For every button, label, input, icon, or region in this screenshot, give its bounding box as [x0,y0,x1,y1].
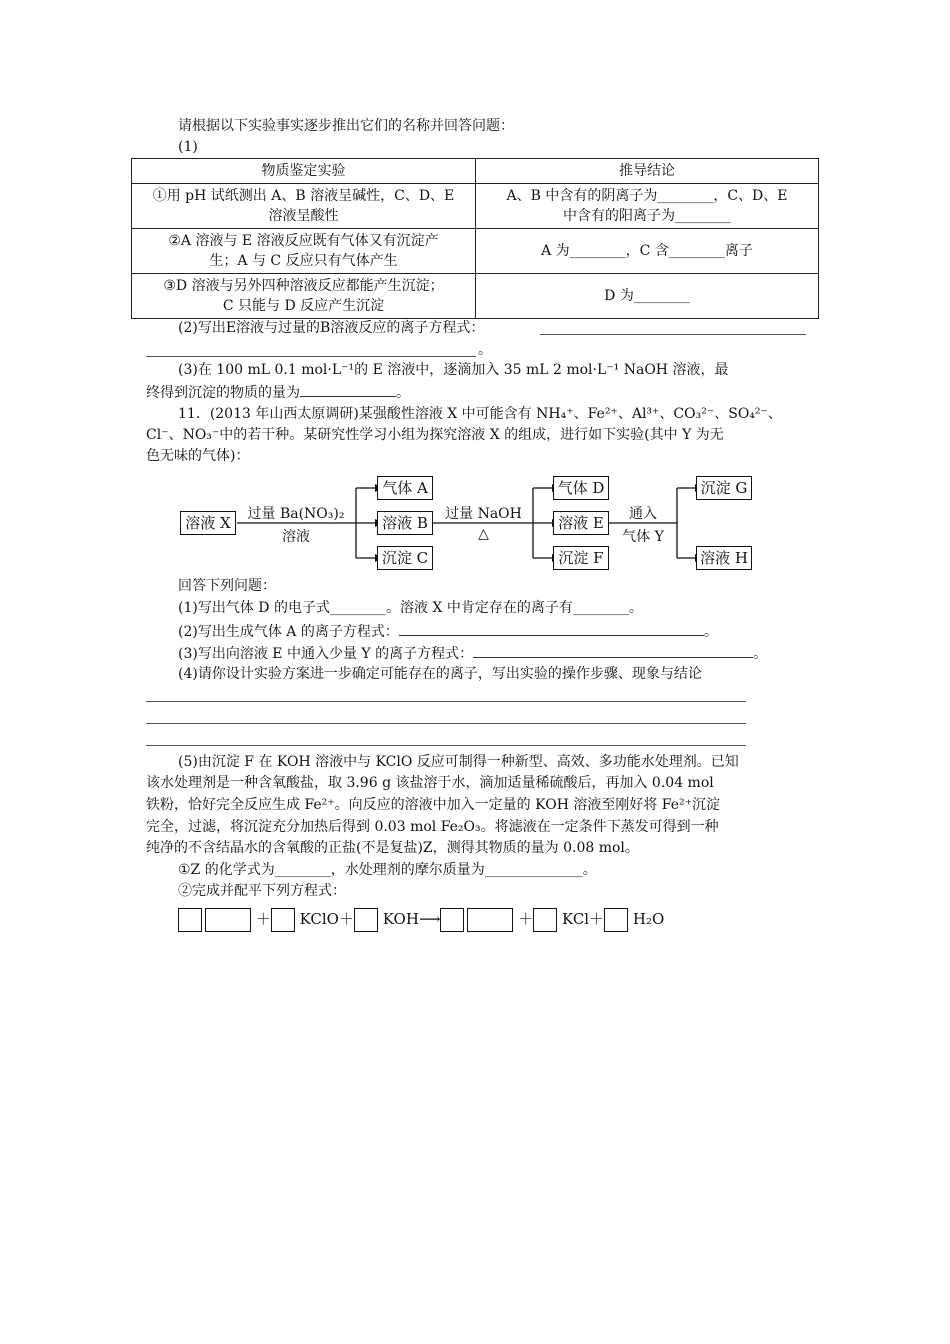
a3-end: 。 [753,646,768,662]
formula-kcl: KCl [562,910,590,928]
answer-5-q1: ①Z 的化学式为________，水处理剂的摩尔质量为______________。 [178,862,597,878]
problem-11-line2: Cl⁻、NO₃⁻中的若干种。某研究性学习小组为探究溶液 X 的组成，进行如下实验(其中 Y 为无 [146,427,724,443]
coefficient-box[interactable] [604,908,628,932]
reagent-1-sub: 溶液 [282,529,310,545]
box-solution-b: 溶液 B [377,511,433,535]
cell-line: 溶液呈酸性 [268,208,339,224]
part1-label: (1) [178,139,198,155]
coefficient-box[interactable] [271,908,295,932]
box-precip-c: 沉淀 C [377,546,433,570]
coefficient-box[interactable] [354,908,378,932]
answer-line [146,745,746,746]
formula-box[interactable] [467,908,513,932]
q3-end: 。 [396,385,410,401]
intro-text: 请根据以下实验事实逐步推出它们的名称并回答问题： [178,118,514,134]
box-solution-x: 溶液 X [180,511,236,535]
box-gas-d: 气体 D [553,476,609,500]
plus-sign: ＋ [338,910,354,928]
reagent-3-label: 通入 [629,506,657,522]
answer-2 [178,620,718,642]
answer-1: (1)写出气体 D 的电子式________。溶液 X 中肯定存在的离子有________。 [178,600,643,616]
cell-line: A 为________，C 含________离子 [541,243,753,259]
answer-blank [399,620,704,636]
problem-11-line1: 11．(2013 年山西太原调研)某强酸性溶液 X 中可能含有 NH₄⁺、Fe²⁺、Al³⁺、CO₃²⁻、SO₄²⁻、 [178,406,782,422]
box-solution-e: 溶液 E [553,511,609,535]
balance-equation [178,906,664,932]
plus-sign: ＋ [255,910,271,928]
reagent-2-sub: △ [478,526,489,542]
answer-5-q2: ②完成并配平下列方程式： [178,883,346,899]
answer-3 [178,642,767,664]
problem-11-line3: 色无味的气体)： [146,448,250,464]
cell-line: A、B 中含有的阴离子为________，C、D、E [506,188,788,204]
answer-5-line2: 该水处理剂是一种含氧酸盐，取 3.96 g 该盐溶于水，滴加适量稀硫酸后，再加入 0.04 mol [146,775,714,791]
a2-text: (2)写出生成气体 A 的离子方程式： [178,624,399,640]
answer-intro: 回答下列问题： [178,578,276,594]
plus-sign: ＋ [589,910,605,928]
cell-line: C 只能与 D 反应产生沉淀 [222,298,385,314]
q3-text: 终得到沉淀的物质的量为 [146,385,300,401]
coefficient-box[interactable] [440,908,464,932]
q2-end: 。 [478,342,492,358]
a2-end: 。 [703,624,718,640]
formula-koh: KOH [382,910,419,928]
formula-kclo: KClO [299,910,339,928]
answer-5-line5: 纯净的不含结晶水的含氧酸的正盐(不是复盐)Z，测得其物质的量为 0.08 mol。 [146,840,639,856]
formula-water: H₂O [632,910,665,928]
reagent-2-label: 过量 NaOH [445,506,522,522]
table-header-experiment: 物质鉴定实验 [132,159,476,184]
formula-box[interactable] [205,908,251,932]
reagent-1-label: 过量 Ba(NO₃)₂ [247,506,345,522]
answer-5-line3: 铁粉，恰好完全反应生成 Fe²⁺。向反应的溶液中加入一定量的 KOH 溶液至刚好将 Fe²⁺沉淀 [146,797,721,813]
reaction-arrow: ⟶ [418,910,441,928]
reagent-3-sub: 气体 Y [622,529,664,545]
answer-4: (4)请你设计实验方案进一步确定可能存在的离子，写出实验的操作步骤、现象与结论 [178,666,702,682]
cell-line: D 为________ [604,288,690,304]
question-3-line1: (3)在 100 mL 0.1 mol·L⁻¹的 E 溶液中，逐滴加入 35 mL 2 mol·L⁻¹ NaOH 溶液，最 [178,362,729,378]
box-precip-g: 沉淀 G [696,476,752,500]
coefficient-box[interactable] [178,908,202,932]
coefficient-box[interactable] [533,908,557,932]
question-2: (2)写出E溶液与过量的B溶液反应的离子方程式： [178,320,485,336]
box-precip-f: 沉淀 F [553,546,609,570]
cell-line: ②A 溶液与 E 溶液反应既有气体又有沉淀产 [168,233,439,249]
answer-line [146,723,746,724]
answer-5-line1: (5)由沉淀 F 在 KOH 溶液中与 KClO 反应可制得一种新型、高效、多功能水处理剂。已知 [178,754,739,770]
cell-line: 生；A 与 C 反应只有气体产生 [209,253,398,269]
answer-blank [473,642,753,658]
answer-line [146,701,746,702]
a3-text: (3)写出向溶液 E 中通入少量 Y 的离子方程式： [178,646,474,662]
table-header-conclusion: 推导结论 [476,159,819,184]
plus-sign: ＋ [518,910,534,928]
cell-line: ①用 pH 试纸测出 A、B 溶液呈碱性，C、D、E [152,188,455,204]
cell-line: ③D 溶液与另外四种溶液反应都能产生沉淀； [163,278,444,294]
cell-line: 中含有的阳离子为________ [563,208,731,224]
box-gas-a: 气体 A [377,476,433,500]
box-solution-h: 溶液 H [696,546,752,570]
answer-5-line4: 完全，过滤，将沉淀充分加热后得到 0.03 mol Fe₂O₃。将滤液在一定条件下蒸发可得到一种 [146,819,719,835]
